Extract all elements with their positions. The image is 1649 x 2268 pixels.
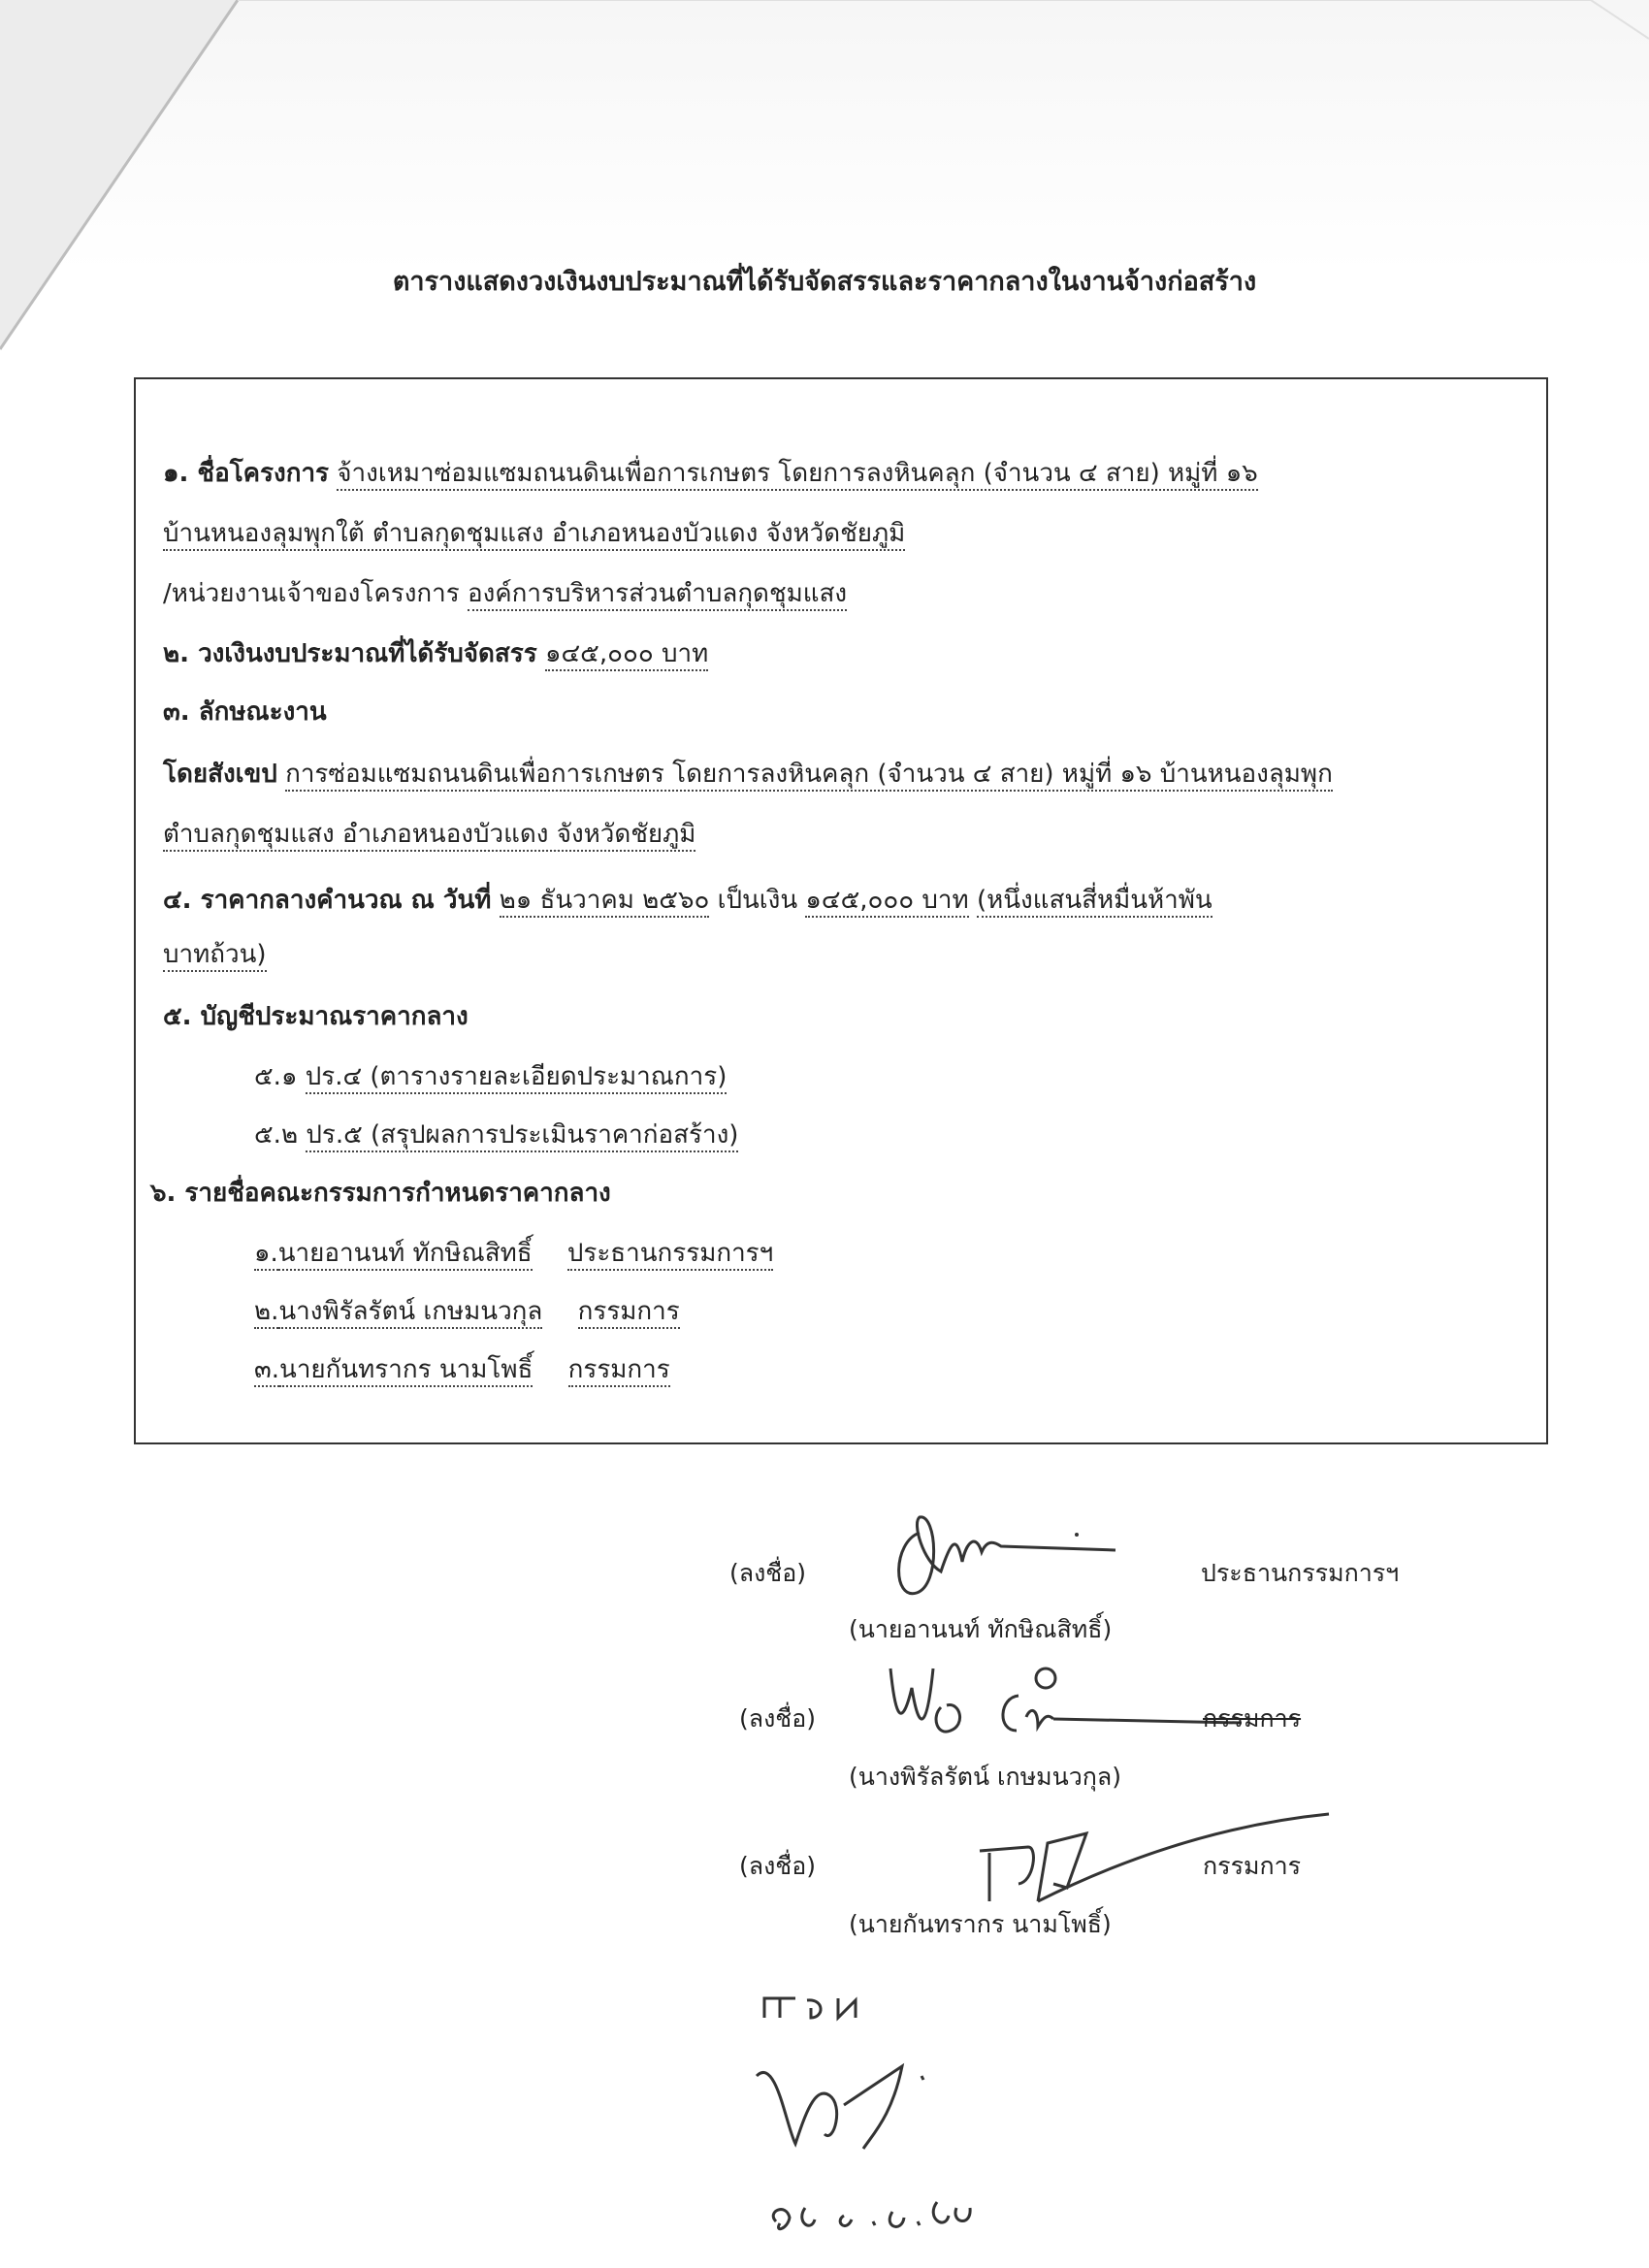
owner-value: องค์การบริหารส่วนตำบลกุดชุมแสง [468,579,847,611]
boq-item-text: ปร.๕ (สรุปผลการประเมินราคาก่อสร้าง) [306,1120,738,1152]
member-no: ๑. [254,1239,278,1271]
sign-role: ประธานกรรมการฯ [1201,1559,1400,1587]
summary-line1: การซ่อมแซมถนนดินเพื่อการเกษตร โดยการลงหินคลุก (จำนวน ๔ สาย) หมู่ที่ ๑๖ บ้านหนองลุมพุก [285,760,1333,792]
sign-role: กรรมการ [1203,1852,1302,1880]
sign-prefix: (ลงชื่อ) [739,1852,817,1880]
summary-label: โดยสังเขป [163,760,277,789]
sign-name: (นายอานนท์ ทักษิณสิทธิ์) [849,1615,1113,1643]
sign-prefix: (ลงชื่อ) [729,1559,807,1587]
section3-label: ๓. ลักษณะงาน [163,697,327,727]
member-role: กรรมการ [568,1355,670,1387]
section1-row3 [163,576,847,611]
section3-row1 [163,757,1333,792]
section4-row1 [163,883,1212,918]
committee-member [254,1236,773,1271]
section6-label: ๖. รายชื่อคณะกรรมการกำหนดราคากลาง [150,1179,611,1208]
section2-label: ๒. วงเงินงบประมาณที่ได้รับจัดสรร [163,639,537,668]
member-no: ๒. [254,1297,278,1329]
member-name: นางพิรัลรัตน์ เกษมนวกุล [278,1297,542,1329]
document-title: ตารางแสดงวงเงินงบประมาณที่ได้รับจัดสรรและราคากลางในงานจ้างก่อสร้าง [392,267,1257,297]
section1-row1 [163,456,1258,491]
project-name-line1: จ้างเหมาซ่อมแซมถนนดินเพื่อการเกษตร โดยการลงหินคลุก (จำนวน ๔ สาย) หมู่ที่ ๑๖ [337,459,1257,491]
handwritten-acknowledgement [737,1979,1028,2251]
section3-row2 [163,817,695,852]
reference-date: ๒๑ ธันวาคม ๒๕๖๐ [500,886,710,918]
section5-label: ๕. บัญชีประมาณราคากลาง [163,1002,469,1031]
sign-name: (นายกันทรากร นามโพธิ์) [849,1910,1112,1938]
member-name: นายอานนท์ ทักษิณสิทธิ์ [278,1239,533,1271]
signature-chairman [873,1504,1145,1610]
reference-amount: ๑๔๕,๐๐๐ บาท [805,886,968,918]
summary-line2: ตำบลกุดชุมแสง อำเภอหนองบัวแดง จังหวัดชัยภูมิ [163,820,695,852]
member-role: กรรมการ [578,1297,680,1329]
budget-amount: ๑๔๕,๐๐๐ บาท [545,639,708,671]
boq-item [254,1118,738,1152]
amount-words-line2: บาทถ้วน) [163,940,267,972]
project-name-line2: บ้านหนองลุมพุกใต้ ตำบลกุดชุมแสง อำเภอหนองบัวแดง จังหวัดชัยภูมิ [163,519,905,551]
section2-row [163,636,708,671]
boq-item-no: ๕.๑ [254,1062,298,1091]
sign-prefix: (ลงชื่อ) [739,1704,817,1733]
member-name: นายกันทรากร นามโพธิ์ [279,1355,533,1387]
committee-member [254,1352,670,1387]
boq-item [254,1059,727,1094]
owner-label: /หน่วยงานเจ้าของโครงการ [163,579,460,608]
amount-words-line1: (หนึ่งแสนสี่หมื่นห้าพัน [977,886,1212,918]
section4-row2 [163,937,267,972]
boq-item-text: ปร.๔ (ตารางรายละเอียดประมาณการ) [306,1062,728,1094]
section1-label: ๑. ชื่อโครงการ [163,459,330,488]
section1-row2 [163,516,905,551]
member-role: ประธานกรรมการฯ [567,1239,773,1271]
section4-label: ๔. ราคากลางคำนวณ ณ วันที่ [163,886,492,915]
sign-name: (นางพิรัลรัตน์ เกษมนวกุล) [849,1763,1121,1791]
amount-label: เป็นเงิน [717,886,798,915]
committee-member [254,1294,680,1329]
member-no: ๓. [254,1355,279,1387]
sign-role: กรรมการ [1203,1704,1302,1733]
boq-item-no: ๕.๒ [254,1120,299,1150]
